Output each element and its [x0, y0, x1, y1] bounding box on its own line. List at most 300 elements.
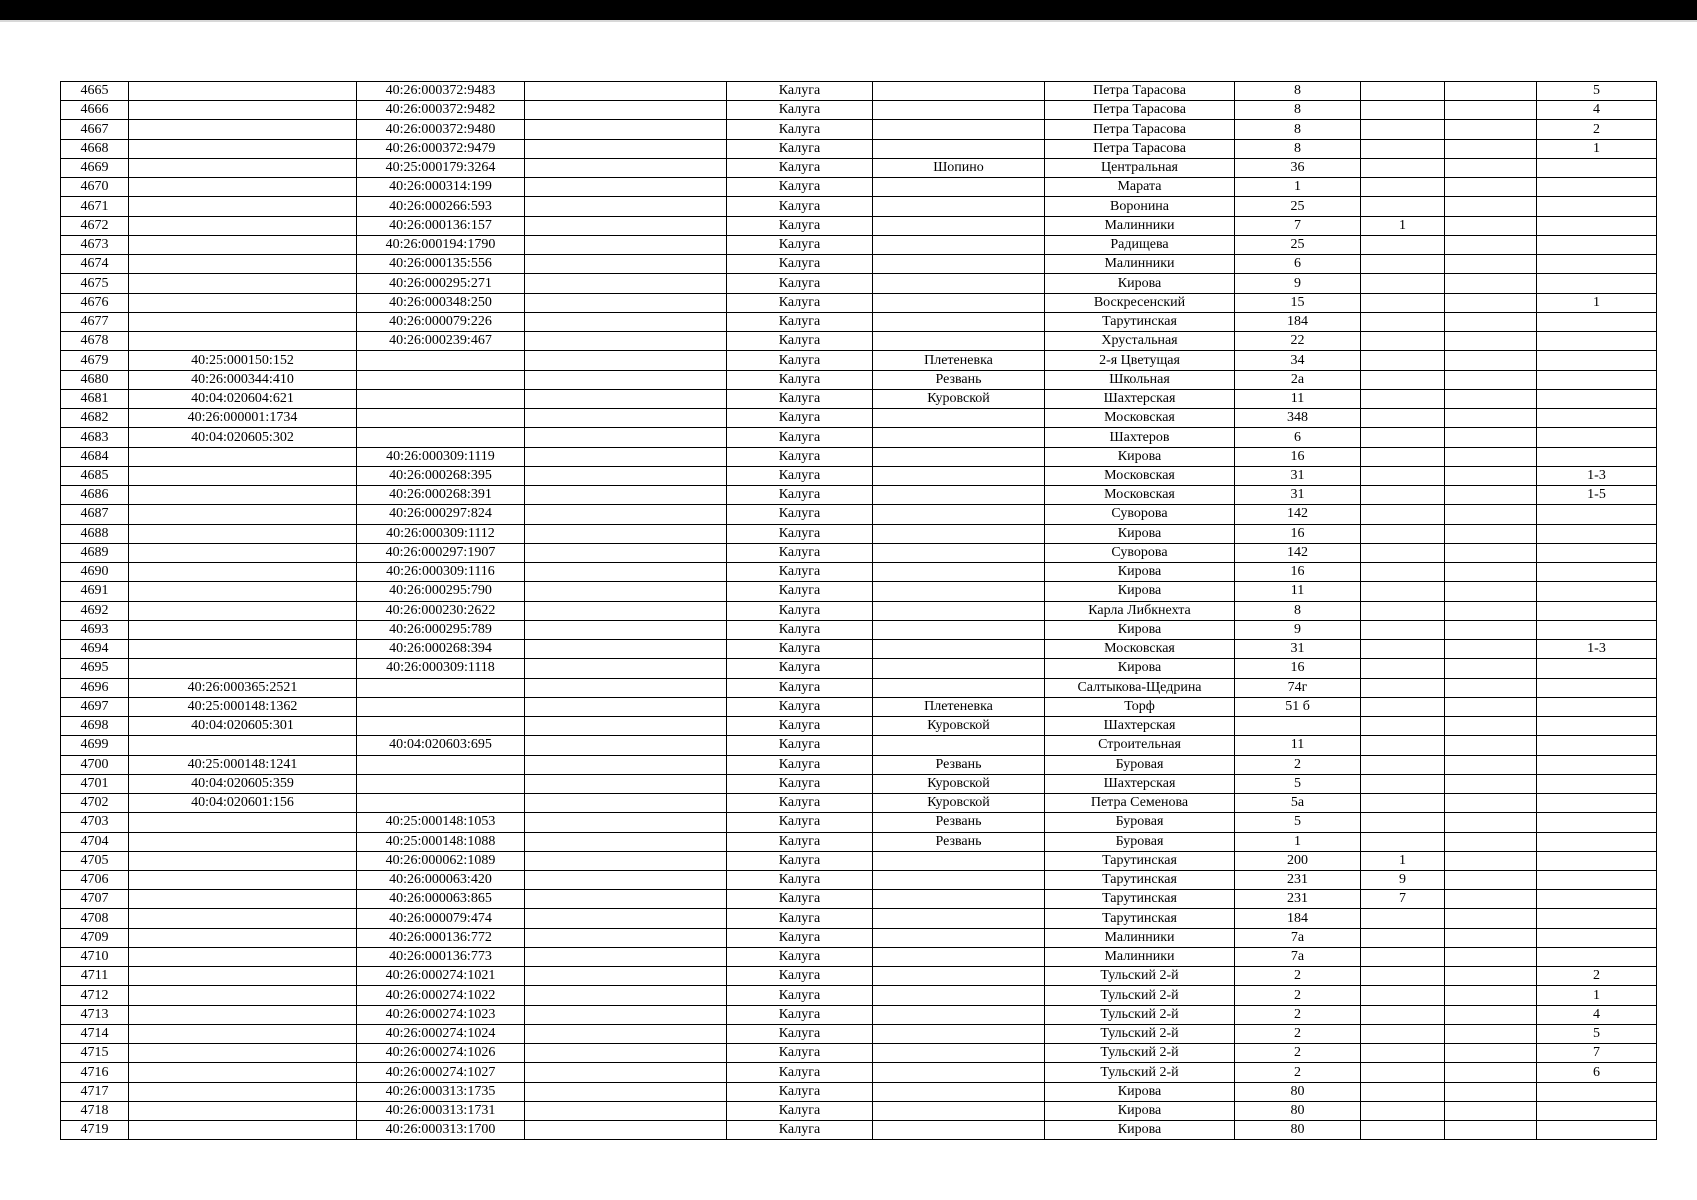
house-cell: 2	[1235, 1063, 1361, 1082]
table-row	[61, 447, 1657, 466]
locality-cell	[873, 293, 1045, 312]
house-cell: 31	[1235, 640, 1361, 659]
table-row	[61, 197, 1657, 216]
cadastral-number-2-cell: 40:25:000148:1053	[357, 813, 525, 832]
extra-cell-2	[1445, 620, 1537, 639]
locality-cell: Куровской	[873, 794, 1045, 813]
extra-cell	[525, 543, 727, 562]
building-cell	[1361, 505, 1445, 524]
street-cell: Кирова	[1045, 620, 1235, 639]
row-number-cell: 4682	[61, 409, 129, 428]
locality-cell	[873, 1044, 1045, 1063]
building-cell	[1361, 293, 1445, 312]
locality-cell	[873, 255, 1045, 274]
cadastral-number-1-cell	[129, 947, 357, 966]
house-cell	[1235, 717, 1361, 736]
row-number-cell: 4674	[61, 255, 129, 274]
building-cell	[1361, 659, 1445, 678]
apartment-cell	[1537, 678, 1657, 697]
cadastral-number-2-cell: 40:26:000297:1907	[357, 543, 525, 562]
extra-cell-2	[1445, 851, 1537, 870]
house-cell: 6	[1235, 428, 1361, 447]
street-cell: Московская	[1045, 409, 1235, 428]
city-cell: Калуга	[727, 678, 873, 697]
street-cell: Тульский 2-й	[1045, 1005, 1235, 1024]
extra-cell-2	[1445, 139, 1537, 158]
row-number-cell: 4684	[61, 447, 129, 466]
cadastral-number-2-cell: 40:26:000313:1700	[357, 1121, 525, 1140]
extra-cell	[525, 216, 727, 235]
apartment-cell: 1-3	[1537, 640, 1657, 659]
locality-cell: Куровской	[873, 717, 1045, 736]
city-cell: Калуга	[727, 909, 873, 928]
house-cell: 142	[1235, 543, 1361, 562]
extra-cell-2	[1445, 332, 1537, 351]
house-cell: 31	[1235, 486, 1361, 505]
extra-cell	[525, 736, 727, 755]
locality-cell	[873, 235, 1045, 254]
house-cell: 11	[1235, 582, 1361, 601]
table-row	[61, 620, 1657, 639]
table-row	[61, 120, 1657, 139]
cadastral-number-2-cell: 40:26:000309:1112	[357, 524, 525, 543]
street-cell: Тарутинская	[1045, 312, 1235, 331]
extra-cell	[525, 1024, 727, 1043]
cadastral-number-1-cell: 40:04:020605:359	[129, 774, 357, 793]
apartment-cell	[1537, 620, 1657, 639]
extra-cell	[525, 563, 727, 582]
table-row	[61, 524, 1657, 543]
apartment-cell	[1537, 813, 1657, 832]
extra-cell	[525, 351, 727, 370]
extra-cell	[525, 1044, 727, 1063]
extra-cell-2	[1445, 1101, 1537, 1120]
extra-cell	[525, 928, 727, 947]
apartment-cell	[1537, 409, 1657, 428]
extra-cell-2	[1445, 447, 1537, 466]
cadastral-number-2-cell: 40:26:000063:420	[357, 870, 525, 889]
house-cell: 8	[1235, 120, 1361, 139]
street-cell: Центральная	[1045, 158, 1235, 177]
city-cell: Калуга	[727, 890, 873, 909]
table-row	[61, 947, 1657, 966]
extra-cell-2	[1445, 101, 1537, 120]
cadastral-number-1-cell	[129, 255, 357, 274]
table-row	[61, 389, 1657, 408]
cadastral-number-2-cell: 40:26:000268:394	[357, 640, 525, 659]
street-cell: Тульский 2-й	[1045, 1063, 1235, 1082]
table-row	[61, 736, 1657, 755]
street-cell: Торф	[1045, 697, 1235, 716]
apartment-cell: 2	[1537, 120, 1657, 139]
row-number-cell: 4686	[61, 486, 129, 505]
extra-cell	[525, 235, 727, 254]
table-row	[61, 1005, 1657, 1024]
extra-cell-2	[1445, 909, 1537, 928]
building-cell	[1361, 736, 1445, 755]
city-cell: Калуга	[727, 82, 873, 101]
extra-cell-2	[1445, 293, 1537, 312]
locality-cell	[873, 909, 1045, 928]
row-number-cell: 4687	[61, 505, 129, 524]
house-cell: 16	[1235, 659, 1361, 678]
building-cell: 1	[1361, 216, 1445, 235]
street-cell: Салтыкова-Щедрина	[1045, 678, 1235, 697]
extra-cell-2	[1445, 274, 1537, 293]
extra-cell	[525, 370, 727, 389]
apartment-cell	[1537, 774, 1657, 793]
building-cell: 1	[1361, 851, 1445, 870]
cadastral-number-1-cell	[129, 447, 357, 466]
building-cell	[1361, 986, 1445, 1005]
extra-cell-2	[1445, 255, 1537, 274]
building-cell	[1361, 428, 1445, 447]
street-cell: Московская	[1045, 466, 1235, 485]
apartment-cell: 4	[1537, 101, 1657, 120]
apartment-cell	[1537, 216, 1657, 235]
cadastral-number-1-cell	[129, 505, 357, 524]
extra-cell-2	[1445, 986, 1537, 1005]
table-row	[61, 986, 1657, 1005]
table-row	[61, 370, 1657, 389]
apartment-cell	[1537, 794, 1657, 813]
cadastral-number-1-cell	[129, 967, 357, 986]
street-cell: Кирова	[1045, 1121, 1235, 1140]
building-cell	[1361, 158, 1445, 177]
street-cell: Малинники	[1045, 255, 1235, 274]
table-row	[61, 697, 1657, 716]
apartment-cell	[1537, 312, 1657, 331]
cadastral-number-1-cell	[129, 216, 357, 235]
locality-cell	[873, 505, 1045, 524]
extra-cell-2	[1445, 120, 1537, 139]
house-cell: 34	[1235, 351, 1361, 370]
table-row	[61, 851, 1657, 870]
apartment-cell	[1537, 1101, 1657, 1120]
locality-cell	[873, 1082, 1045, 1101]
extra-cell	[525, 620, 727, 639]
row-number-cell: 4699	[61, 736, 129, 755]
cadastral-number-2-cell: 40:25:000179:3264	[357, 158, 525, 177]
cadastral-number-1-cell	[129, 120, 357, 139]
locality-cell	[873, 1063, 1045, 1082]
cadastral-number-1-cell	[129, 813, 357, 832]
extra-cell	[525, 524, 727, 543]
apartment-cell	[1537, 755, 1657, 774]
locality-cell: Куровской	[873, 389, 1045, 408]
row-number-cell: 4718	[61, 1101, 129, 1120]
cadastral-number-1-cell: 40:25:000148:1241	[129, 755, 357, 774]
cadastral-number-2-cell: 40:26:000372:9480	[357, 120, 525, 139]
extra-cell-2	[1445, 582, 1537, 601]
cadastral-number-2-cell	[357, 409, 525, 428]
city-cell: Калуга	[727, 1044, 873, 1063]
table-row	[61, 890, 1657, 909]
cadastral-number-1-cell	[129, 601, 357, 620]
extra-cell-2	[1445, 235, 1537, 254]
extra-cell-2	[1445, 370, 1537, 389]
building-cell	[1361, 640, 1445, 659]
extra-cell-2	[1445, 466, 1537, 485]
building-cell	[1361, 1121, 1445, 1140]
apartment-cell	[1537, 947, 1657, 966]
cadastral-number-2-cell: 40:26:000313:1735	[357, 1082, 525, 1101]
house-cell: 7а	[1235, 947, 1361, 966]
cadastral-number-1-cell	[129, 1044, 357, 1063]
street-cell: Кирова	[1045, 274, 1235, 293]
table-row	[61, 1121, 1657, 1140]
locality-cell	[873, 101, 1045, 120]
extra-cell-2	[1445, 563, 1537, 582]
city-cell: Калуга	[727, 563, 873, 582]
table-row	[61, 928, 1657, 947]
row-number-cell: 4710	[61, 947, 129, 966]
table-row	[61, 1082, 1657, 1101]
street-cell: Малинники	[1045, 216, 1235, 235]
table-row	[61, 409, 1657, 428]
apartment-cell	[1537, 447, 1657, 466]
cadastral-number-2-cell: 40:26:000063:865	[357, 890, 525, 909]
building-cell	[1361, 351, 1445, 370]
house-cell: 231	[1235, 890, 1361, 909]
cadastral-number-1-cell	[129, 274, 357, 293]
building-cell	[1361, 524, 1445, 543]
row-number-cell: 4712	[61, 986, 129, 1005]
building-cell	[1361, 1063, 1445, 1082]
table-row	[61, 794, 1657, 813]
apartment-cell: 1	[1537, 139, 1657, 158]
street-cell: Воронина	[1045, 197, 1235, 216]
apartment-cell	[1537, 832, 1657, 851]
extra-cell-2	[1445, 158, 1537, 177]
table-row	[61, 717, 1657, 736]
house-cell: 80	[1235, 1082, 1361, 1101]
building-cell	[1361, 947, 1445, 966]
house-cell: 9	[1235, 274, 1361, 293]
house-cell: 8	[1235, 82, 1361, 101]
row-number-cell: 4669	[61, 158, 129, 177]
city-cell: Калуга	[727, 794, 873, 813]
extra-cell-2	[1445, 601, 1537, 620]
cadastral-number-1-cell: 40:04:020604:621	[129, 389, 357, 408]
building-cell	[1361, 447, 1445, 466]
house-cell: 36	[1235, 158, 1361, 177]
table-row	[61, 1044, 1657, 1063]
street-cell: Кирова	[1045, 1101, 1235, 1120]
cadastral-number-1-cell	[129, 890, 357, 909]
table-row	[61, 870, 1657, 889]
building-cell	[1361, 967, 1445, 986]
cadastral-number-2-cell: 40:26:000079:226	[357, 312, 525, 331]
row-number-cell: 4676	[61, 293, 129, 312]
table-row	[61, 332, 1657, 351]
apartment-cell	[1537, 235, 1657, 254]
locality-cell	[873, 524, 1045, 543]
extra-cell	[525, 794, 727, 813]
building-cell	[1361, 255, 1445, 274]
house-cell: 2	[1235, 1044, 1361, 1063]
extra-cell	[525, 447, 727, 466]
locality-cell: Резвань	[873, 832, 1045, 851]
cadastral-number-2-cell: 40:26:000295:271	[357, 274, 525, 293]
cadastral-number-1-cell	[129, 870, 357, 889]
row-number-cell: 4716	[61, 1063, 129, 1082]
street-cell: Тарутинская	[1045, 870, 1235, 889]
house-cell: 51 б	[1235, 697, 1361, 716]
apartment-cell: 4	[1537, 1005, 1657, 1024]
cadastral-number-2-cell: 40:26:000136:157	[357, 216, 525, 235]
locality-cell	[873, 409, 1045, 428]
row-number-cell: 4713	[61, 1005, 129, 1024]
cadastral-number-2-cell: 40:26:000230:2622	[357, 601, 525, 620]
extra-cell	[525, 659, 727, 678]
city-cell: Калуга	[727, 947, 873, 966]
row-number-cell: 4691	[61, 582, 129, 601]
row-number-cell: 4688	[61, 524, 129, 543]
cadastral-number-1-cell	[129, 197, 357, 216]
extra-cell	[525, 466, 727, 485]
apartment-cell: 5	[1537, 1024, 1657, 1043]
city-cell: Калуга	[727, 351, 873, 370]
building-cell	[1361, 274, 1445, 293]
street-cell: Школьная	[1045, 370, 1235, 389]
extra-cell	[525, 486, 727, 505]
cadastral-number-1-cell	[129, 659, 357, 678]
cadastral-number-1-cell	[129, 1121, 357, 1140]
locality-cell	[873, 601, 1045, 620]
city-cell: Калуга	[727, 543, 873, 562]
street-cell: Шахтеров	[1045, 428, 1235, 447]
apartment-cell: 1	[1537, 986, 1657, 1005]
extra-cell	[525, 1101, 727, 1120]
street-cell: Петра Тарасова	[1045, 82, 1235, 101]
cadastral-number-2-cell: 40:26:000194:1790	[357, 235, 525, 254]
cadastral-number-1-cell	[129, 178, 357, 197]
house-cell: 184	[1235, 312, 1361, 331]
table-row	[61, 216, 1657, 235]
table-row	[61, 158, 1657, 177]
building-cell	[1361, 774, 1445, 793]
register-sheet	[60, 81, 1657, 1140]
extra-cell-2	[1445, 1121, 1537, 1140]
street-cell: Тарутинская	[1045, 890, 1235, 909]
extra-cell	[525, 851, 727, 870]
extra-cell-2	[1445, 1005, 1537, 1024]
city-cell: Калуга	[727, 640, 873, 659]
building-cell	[1361, 813, 1445, 832]
table-row	[61, 235, 1657, 254]
cadastral-number-1-cell: 40:26:000365:2521	[129, 678, 357, 697]
street-cell: Тульский 2-й	[1045, 986, 1235, 1005]
city-cell: Калуга	[727, 409, 873, 428]
apartment-cell: 6	[1537, 1063, 1657, 1082]
extra-cell	[525, 947, 727, 966]
extra-cell	[525, 755, 727, 774]
cadastral-number-1-cell	[129, 640, 357, 659]
locality-cell	[873, 563, 1045, 582]
apartment-cell	[1537, 389, 1657, 408]
apartment-cell	[1537, 197, 1657, 216]
extra-cell-2	[1445, 505, 1537, 524]
row-number-cell: 4665	[61, 82, 129, 101]
cadastral-number-1-cell	[129, 851, 357, 870]
locality-cell	[873, 890, 1045, 909]
extra-cell-2	[1445, 774, 1537, 793]
extra-cell	[525, 178, 727, 197]
row-number-cell: 4672	[61, 216, 129, 235]
cadastral-number-1-cell	[129, 332, 357, 351]
extra-cell	[525, 909, 727, 928]
street-cell: Тульский 2-й	[1045, 1024, 1235, 1043]
extra-cell	[525, 986, 727, 1005]
extra-cell-2	[1445, 697, 1537, 716]
street-cell: Буровая	[1045, 755, 1235, 774]
extra-cell	[525, 1082, 727, 1101]
apartment-cell: 1-3	[1537, 466, 1657, 485]
street-cell: Кирова	[1045, 563, 1235, 582]
locality-cell	[873, 620, 1045, 639]
building-cell	[1361, 1024, 1445, 1043]
house-cell: 25	[1235, 197, 1361, 216]
cadastral-number-1-cell	[129, 466, 357, 485]
apartment-cell: 7	[1537, 1044, 1657, 1063]
house-cell: 5	[1235, 774, 1361, 793]
street-cell: Буровая	[1045, 832, 1235, 851]
house-cell: 7	[1235, 216, 1361, 235]
street-cell: Шахтерская	[1045, 774, 1235, 793]
cadastral-number-1-cell	[129, 1005, 357, 1024]
extra-cell-2	[1445, 794, 1537, 813]
city-cell: Калуга	[727, 870, 873, 889]
city-cell: Калуга	[727, 274, 873, 293]
row-number-cell: 4678	[61, 332, 129, 351]
apartment-cell	[1537, 851, 1657, 870]
table-row	[61, 909, 1657, 928]
locality-cell: Плетеневка	[873, 697, 1045, 716]
extra-cell-2	[1445, 640, 1537, 659]
extra-cell-2	[1445, 351, 1537, 370]
cadastral-number-1-cell: 40:26:000344:410	[129, 370, 357, 389]
extra-cell-2	[1445, 216, 1537, 235]
city-cell: Калуга	[727, 101, 873, 120]
street-cell: Кирова	[1045, 659, 1235, 678]
house-cell: 6	[1235, 255, 1361, 274]
apartment-cell	[1537, 178, 1657, 197]
row-number-cell: 4703	[61, 813, 129, 832]
apartment-cell: 2	[1537, 967, 1657, 986]
extra-cell	[525, 582, 727, 601]
street-cell: Суворова	[1045, 543, 1235, 562]
cadastral-number-1-cell: 40:04:020605:302	[129, 428, 357, 447]
city-cell: Калуга	[727, 428, 873, 447]
row-number-cell: 4667	[61, 120, 129, 139]
table-row	[61, 1063, 1657, 1082]
apartment-cell	[1537, 332, 1657, 351]
extra-cell-2	[1445, 197, 1537, 216]
row-number-cell: 4702	[61, 794, 129, 813]
locality-cell	[873, 274, 1045, 293]
extra-cell-2	[1445, 1044, 1537, 1063]
apartment-cell	[1537, 909, 1657, 928]
city-cell: Калуга	[727, 601, 873, 620]
row-number-cell: 4708	[61, 909, 129, 928]
extra-cell-2	[1445, 409, 1537, 428]
cadastral-number-2-cell: 40:26:000309:1116	[357, 563, 525, 582]
cadastral-number-2-cell: 40:26:000274:1023	[357, 1005, 525, 1024]
locality-cell	[873, 428, 1045, 447]
city-cell: Калуга	[727, 928, 873, 947]
city-cell: Калуга	[727, 389, 873, 408]
